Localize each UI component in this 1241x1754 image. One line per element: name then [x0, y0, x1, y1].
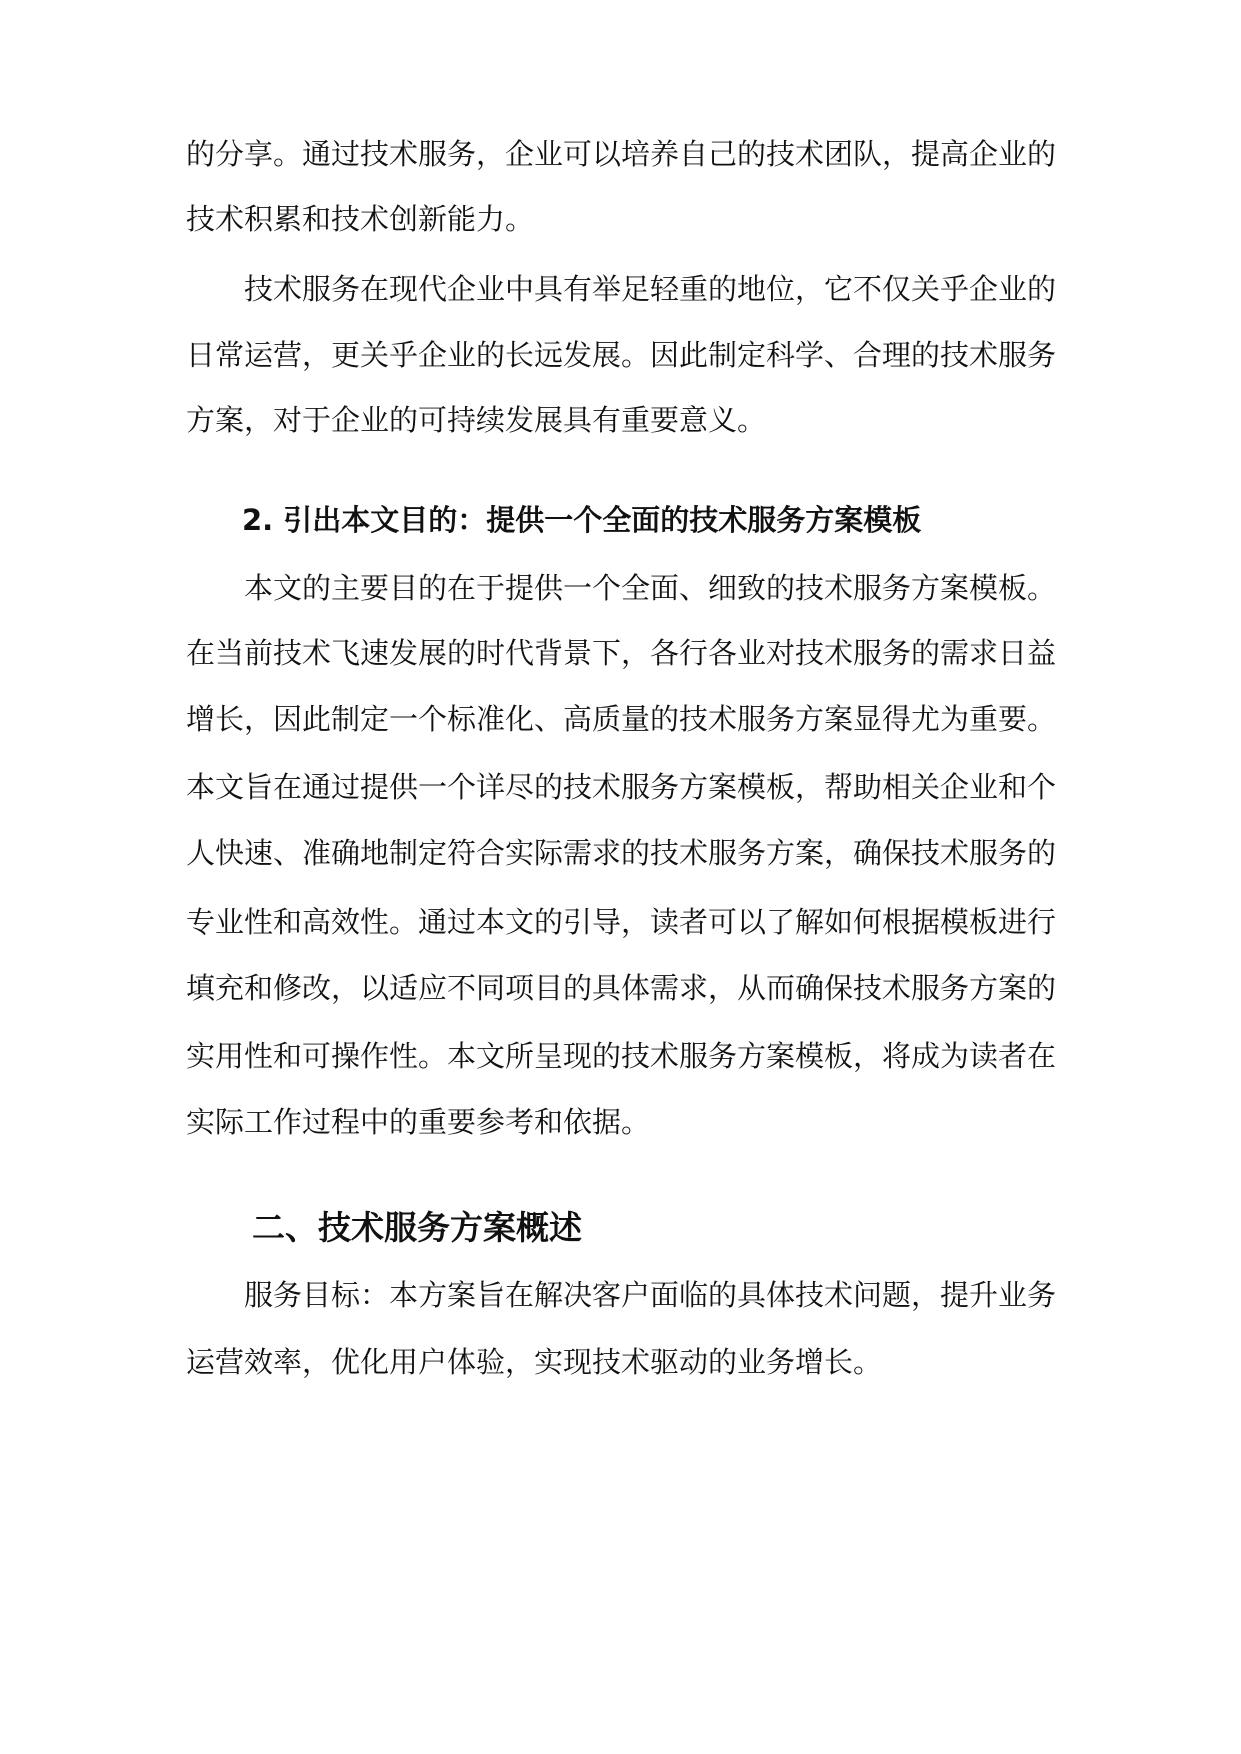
paragraph-line: 日常运营，更关乎企业的长远发展。因此制定科学、合理的技术服务: [186, 338, 1057, 372]
paragraph-line: 实用性和可操作性。本文所呈现的技术服务方案模板，将成为读者在: [186, 1039, 1057, 1073]
section-heading: 二、技术服务方案概述: [252, 1208, 582, 1247]
paragraph-line: 本文旨在通过提供一个详尽的技术服务方案模板，帮助相关企业和个: [186, 770, 1057, 804]
paragraph-line: 在当前技术飞速发展的时代背景下，各行各业对技术服务的需求日益: [186, 636, 1057, 670]
paragraph-line: 增长，因此制定一个标准化、高质量的技术服务方案显得尤为重要。: [186, 702, 1057, 736]
paragraph-line: 方案，对于企业的可持续发展具有重要意义。: [186, 403, 767, 437]
paragraph-line: 技术服务在现代企业中具有举足轻重的地位，它不仅关乎企业的: [244, 272, 1057, 306]
paragraph-line: 专业性和高效性。通过本文的引导，读者可以了解如何根据模板进行: [186, 905, 1057, 939]
paragraph-line: 的分享。通过技术服务，企业可以培养自己的技术团队，提高企业的: [186, 137, 1057, 171]
paragraph-line: 人快速、准确地制定符合实际需求的技术服务方案，确保技术服务的: [186, 836, 1057, 870]
paragraph-line: 技术积累和技术创新能力。: [186, 202, 535, 236]
paragraph-line: 运营效率，优化用户体验，实现技术驱动的业务增长。: [186, 1345, 883, 1379]
paragraph-line: 填充和修改，以适应不同项目的具体需求，从而确保技术服务方案的: [186, 971, 1057, 1005]
paragraph-line: 本文的主要目的在于提供一个全面、细致的技术服务方案模板。: [244, 571, 1057, 605]
paragraph-line: 实际工作过程中的重要参考和依据。: [186, 1105, 651, 1139]
paragraph-line: 服务目标：本方案旨在解决客户面临的具体技术问题，提升业务: [244, 1278, 1057, 1312]
sub-heading: 2. 引出本文目的：提供一个全面的技术服务方案模板: [242, 503, 922, 537]
